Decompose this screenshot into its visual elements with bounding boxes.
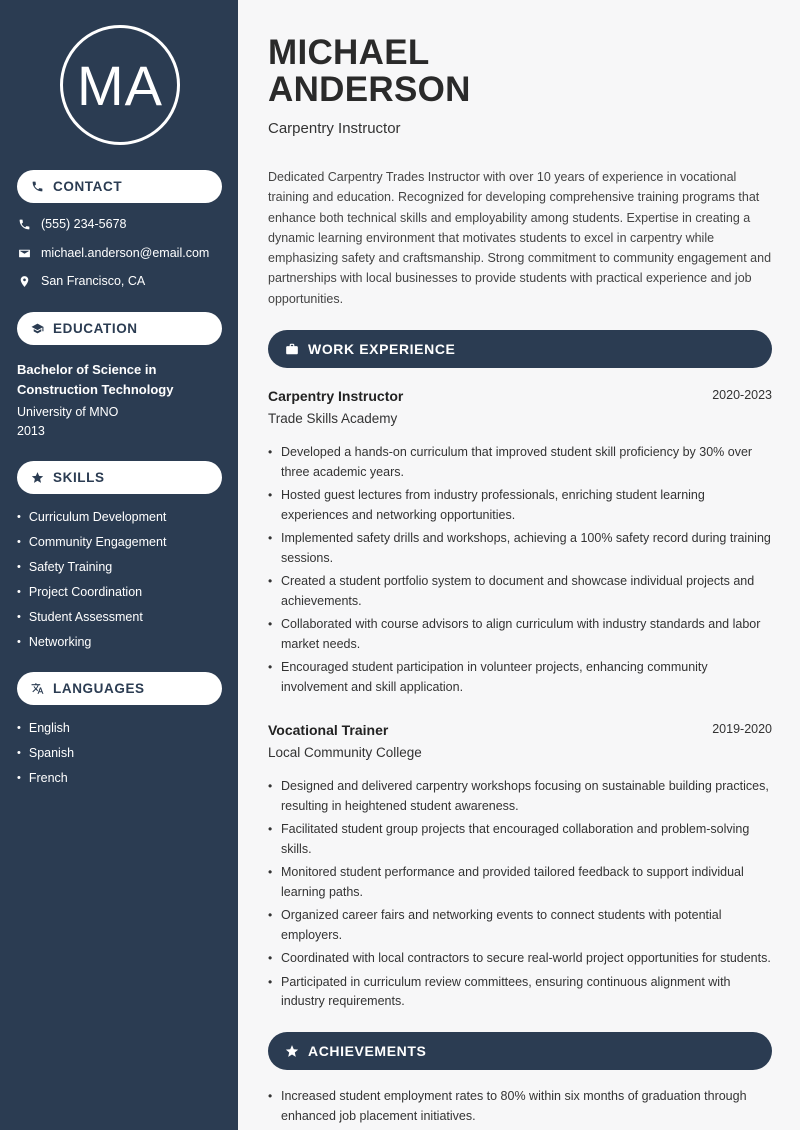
education-entry — [17, 360, 222, 441]
work-experience-heading — [268, 330, 772, 368]
list-item: • Increased student employment rates to 80% within six months of graduation through enhanced job placement initiatives. — [268, 1087, 772, 1126]
work-experience-heading-label: WORK EXPERIENCE — [308, 341, 456, 357]
name-line-2: ANDERSON — [268, 70, 471, 109]
translate-icon — [31, 682, 44, 695]
summary: Dedicated Carpentry Trades Instructor with over 10 years of experience in vocational training and education. Recognized for developing comprehensive training programs that enhance both technical skills and employability among students. Expertise in creating a dynamic learning environment that motivates students to excel in carpentry while emphasizing safety and craftsmanship. Strong commitment to community engagement and partnerships with local businesses to provide students with practical experience and job opportunities. — [268, 170, 772, 306]
star-icon — [285, 1044, 299, 1058]
contact-heading-label: CONTACT — [53, 179, 123, 194]
list-item: • Safety Training — [17, 554, 166, 579]
job-title: Carpentry Instructor — [268, 120, 401, 137]
degree-line-1: Bachelor of Science in — [17, 362, 157, 377]
briefcase-icon — [285, 342, 299, 356]
list-item: • Project Coordination — [17, 579, 166, 604]
list-item: • Facilitated student group projects that encouraged collaboration and problem-solving skills. — [268, 820, 772, 859]
degree — [17, 360, 222, 400]
list-item: • Hosted guest lectures from industry professionals, enriching student learning experiences and networking opportunities. — [268, 486, 772, 525]
job-2-org: Local Community College — [268, 745, 422, 760]
list-item: • Monitored student performance and provided tailored feedback to support individual learning paths. — [268, 863, 772, 902]
list-item: • English — [17, 715, 74, 740]
achievements-heading-label: ACHIEVEMENTS — [308, 1043, 427, 1059]
list-item: • French — [17, 765, 74, 790]
education-heading-label: EDUCATION — [53, 321, 138, 336]
avatar: MA — [60, 25, 180, 145]
skills-heading-label: SKILLS — [53, 470, 105, 485]
full-name — [268, 34, 471, 108]
list-item: • Networking — [17, 629, 166, 654]
location-pin-icon — [17, 274, 31, 288]
sidebar — [0, 0, 238, 1130]
job-2-bullets — [268, 777, 772, 1016]
list-item: • Implemented safety drills and workshops, achieving a 100% safety record during training sessions. — [268, 529, 772, 568]
contact-heading — [17, 170, 222, 203]
email-text: michael.anderson@email.com — [41, 246, 210, 260]
job-1-org: Trade Skills Academy — [268, 411, 398, 426]
contact-email — [17, 246, 209, 260]
education-heading — [17, 312, 222, 345]
list-item: • Developed a hands-on curriculum that improved student skill proficiency by 30% over three academic years. — [268, 443, 772, 482]
list-item: • Community Engagement — [17, 529, 166, 554]
job-1-title: Carpentry Instructor — [268, 388, 404, 404]
skills-heading — [17, 461, 222, 494]
name-line-1: MICHAEL — [268, 33, 430, 72]
phone-text: (555) 234-5678 — [41, 217, 127, 231]
email-icon — [17, 246, 31, 260]
phone-icon — [31, 180, 44, 193]
languages-heading-label: LANGUAGES — [53, 681, 145, 696]
school: University of MNO — [17, 405, 119, 419]
list-item: • Curriculum Development — [17, 504, 166, 529]
graduation-year: 2013 — [17, 424, 45, 438]
contact-phone — [17, 217, 126, 231]
achievements-heading — [268, 1032, 772, 1070]
phone-icon — [17, 217, 31, 231]
list-item: • Designed and delivered carpentry workshops focusing on sustainable building practices, resulting in heightened student awareness. — [268, 777, 772, 816]
list-item: • Spanish — [17, 740, 74, 765]
list-item: • Encouraged student participation in volunteer projects, enhancing community involvement and skill application. — [268, 658, 772, 697]
list-item: • Student Assessment — [17, 604, 166, 629]
graduation-cap-icon — [31, 322, 44, 335]
contact-location — [17, 274, 145, 288]
job-2-dates: 2019-2020 — [712, 722, 772, 736]
languages-heading — [17, 672, 222, 705]
job-1-bullets — [268, 443, 772, 701]
skills-list — [17, 504, 166, 654]
job-1-dates: 2020-2023 — [712, 388, 772, 402]
achievements-list — [268, 1087, 772, 1130]
list-item: • Organized career fairs and networking events to connect students with potential employers. — [268, 906, 772, 945]
list-item: • Created a student portfolio system to document and showcase individual projects and achievements. — [268, 572, 772, 611]
list-item: • Participated in curriculum review committees, ensuring continuous alignment with industry requirements. — [268, 973, 772, 1012]
location-text: San Francisco, CA — [41, 274, 146, 288]
degree-line-2: Construction Technology — [17, 382, 174, 397]
job-2-title: Vocational Trainer — [268, 722, 389, 738]
languages-list — [17, 715, 74, 790]
list-item: • Coordinated with local contractors to secure real-world project opportunities for students. — [268, 949, 772, 969]
star-icon — [31, 471, 44, 484]
list-item: • Collaborated with course advisors to align curriculum with industry standards and labor market needs. — [268, 615, 772, 654]
